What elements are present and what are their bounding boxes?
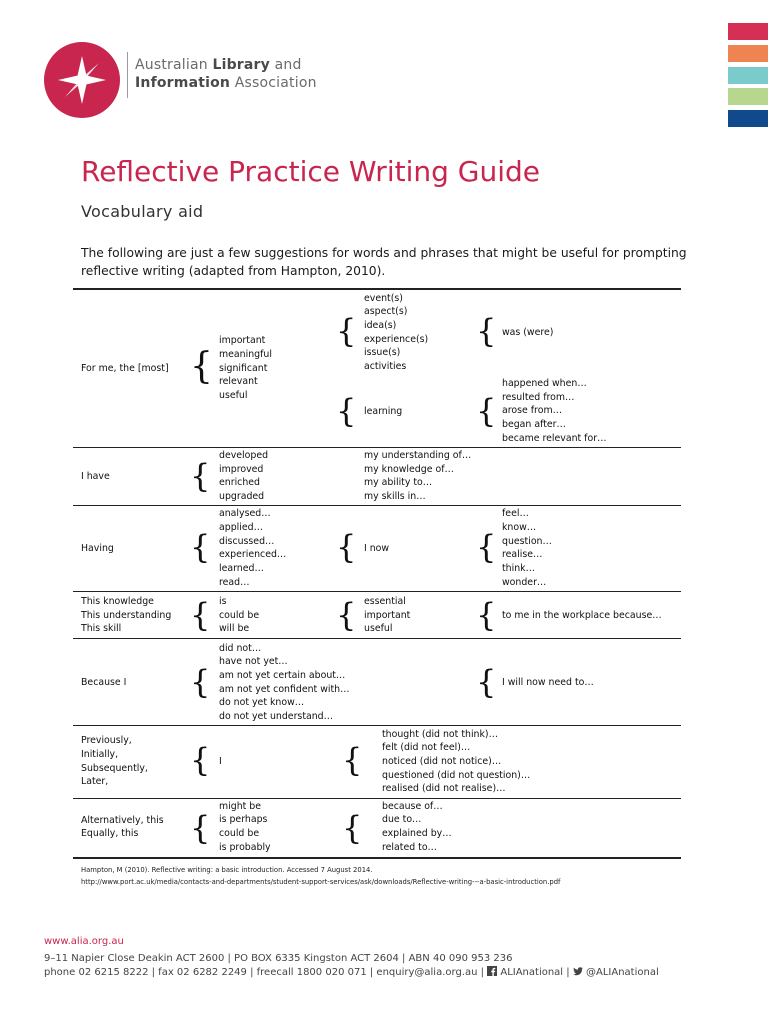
brace: { [336, 392, 357, 430]
word-option: significant [219, 363, 268, 374]
word-option: due to… [382, 814, 422, 825]
word-option: activities [364, 361, 407, 372]
word-option: useful [219, 390, 248, 401]
brace: { [476, 596, 497, 634]
word-option: began after… [502, 419, 566, 430]
word-option: will be [219, 623, 250, 634]
page-title: Reflective Practice Writing Guide [81, 155, 540, 188]
word-option: know… [502, 522, 537, 533]
word-option: experience(s) [364, 334, 429, 345]
word-option: was (were) [502, 327, 554, 338]
org-name-line-1: Australian Library and [135, 57, 302, 73]
word-option: upgraded [219, 491, 265, 502]
word-option: could be [219, 828, 260, 839]
brace: { [190, 663, 211, 701]
color-strip-2 [728, 45, 768, 62]
word-option: my knowledge of… [364, 464, 454, 475]
brace: { [336, 596, 357, 634]
word-option: do not yet understand… [219, 711, 334, 722]
brace: { [190, 741, 211, 779]
word-option: my skills in… [364, 491, 426, 502]
word-option: feel… [502, 508, 529, 519]
word-option: essential [364, 596, 406, 607]
page-subtitle: Vocabulary aid [81, 202, 204, 221]
word-option: explained by… [382, 828, 452, 839]
reference-citation: Hampton, M (2010). Reflective writing: a basic introduction. Accessed 7 August 2014. [81, 866, 373, 874]
row-start: This skill [81, 623, 122, 634]
word-option: important [364, 610, 411, 621]
word-option: realise… [502, 549, 543, 560]
brace: { [190, 596, 211, 634]
word-option: analysed… [219, 508, 271, 519]
brace: { [342, 741, 363, 779]
alia-star-logo-icon [44, 42, 120, 118]
word-option: have not yet… [219, 656, 288, 667]
word-option: I now [364, 543, 390, 554]
brace: { [190, 457, 211, 495]
word-option: aspect(s) [364, 306, 408, 317]
color-strip-4 [728, 88, 768, 105]
brace: { [476, 392, 497, 430]
word-option: resulted from… [502, 392, 575, 403]
footer-address: 9–11 Napier Close Deakin ACT 2600 | PO BOX 6335 Kingston ACT 2604 | ABN 40 090 953 236 [44, 953, 513, 964]
word-option: I will now need to… [502, 677, 594, 688]
word-option: useful [364, 623, 393, 634]
row-start: Equally, this [81, 828, 139, 839]
table-top-rule [73, 288, 681, 290]
word-option: is [219, 596, 227, 607]
word-option: do not yet know… [219, 697, 305, 708]
twitter-icon [573, 966, 583, 976]
word-option: experienced… [219, 549, 287, 560]
row-start: Alternatively, this [81, 815, 164, 826]
row-start: I have [81, 471, 110, 482]
row-divider [73, 447, 681, 448]
word-option: relevant [219, 376, 258, 387]
word-option: happened when… [502, 378, 587, 389]
facebook-handle-link[interactable]: ALIAnational [500, 967, 564, 978]
word-option: my ability to… [364, 477, 433, 488]
row-start: Because I [81, 677, 127, 688]
row-start: This knowledge [81, 596, 154, 607]
word-option: because of… [382, 801, 443, 812]
word-option: enriched [219, 477, 260, 488]
word-option: noticed (did not notice)… [382, 756, 502, 767]
brace: { [190, 528, 211, 566]
color-strip-1 [728, 23, 768, 40]
color-strip-3 [728, 67, 768, 84]
word-option: think… [502, 563, 535, 574]
footer-contact: phone 02 6215 8222 | fax 02 6282 2249 | freecall 1800 020 071 | enquiry@alia.org.au | ALIAnational | @ALIAnational [44, 967, 659, 978]
word-option: became relevant for… [502, 433, 607, 444]
brace: { [190, 346, 213, 387]
word-option: discussed… [219, 536, 275, 547]
word-option: issue(s) [364, 347, 401, 358]
word-option: realised (did not realise)… [382, 783, 506, 794]
row-start: For me, the [most] [81, 363, 169, 374]
word-option: thought (did not think)… [382, 729, 498, 740]
brace: { [336, 312, 357, 350]
brace: { [476, 663, 497, 701]
brace: { [342, 809, 363, 847]
word-option: idea(s) [364, 320, 397, 331]
word-option: related to… [382, 842, 437, 853]
color-strip-5 [728, 110, 768, 127]
word-option: am not yet confident with… [219, 684, 350, 695]
word-option: felt (did not feel)… [382, 742, 471, 753]
row-divider [73, 798, 681, 799]
org-name-line-2: Information Association [135, 75, 317, 91]
word-option: I [219, 756, 222, 767]
footer-website-link[interactable]: www.alia.org.au [44, 936, 124, 947]
word-option: might be [219, 801, 262, 812]
word-option: arose from… [502, 405, 562, 416]
word-option: is perhaps [219, 814, 268, 825]
word-option: applied… [219, 522, 263, 533]
word-option: learned… [219, 563, 264, 574]
word-option: read… [219, 577, 250, 588]
word-option: question… [502, 536, 552, 547]
table-bottom-rule [73, 857, 681, 859]
row-start: Previously, [81, 735, 132, 746]
word-option: questioned (did not question)… [382, 770, 531, 781]
row-divider [73, 638, 681, 639]
row-start: Having [81, 543, 114, 554]
brace: { [476, 528, 497, 566]
row-divider [73, 725, 681, 726]
footer-contact-details: phone 02 6215 8222 | fax 02 6282 2249 | freecall 1800 020 071 | enquiry@alia.org.au | [44, 967, 488, 978]
brace: { [190, 809, 211, 847]
twitter-handle-link[interactable]: @ALIAnational [586, 967, 659, 978]
word-option: learning [364, 406, 403, 417]
reference-link[interactable]: http://www.port.ac.uk/media/contacts-and-departments/student-support-services/ask/downloads/Reflective-writing---a-basic-introduction.pdf [81, 878, 561, 886]
word-option: is probably [219, 842, 271, 853]
brace: { [336, 528, 357, 566]
row-start: Subsequently, [81, 763, 148, 774]
word-option: my understanding of… [364, 450, 472, 461]
logo-divider [127, 52, 128, 98]
word-option: could be [219, 610, 260, 621]
row-start: Initially, [81, 749, 119, 760]
row-start: Later, [81, 776, 109, 787]
facebook-icon [487, 966, 497, 976]
row-divider [73, 591, 681, 592]
word-option: event(s) [364, 293, 403, 304]
word-option: improved [219, 464, 264, 475]
word-option: important [219, 335, 266, 346]
row-start: This understanding [81, 610, 172, 621]
word-option: developed [219, 450, 269, 461]
row-divider [73, 505, 681, 506]
word-option: to me in the workplace because… [502, 610, 662, 621]
word-option: wonder… [502, 577, 547, 588]
word-option: meaningful [219, 349, 272, 360]
brace: { [476, 312, 497, 350]
word-option: am not yet certain about… [219, 670, 346, 681]
word-option: did not… [219, 643, 262, 654]
intro-paragraph: The following are just a few suggestions for words and phrases that might be useful for prompting reflective writing (adapted from Hampton, 2010). [81, 246, 687, 278]
